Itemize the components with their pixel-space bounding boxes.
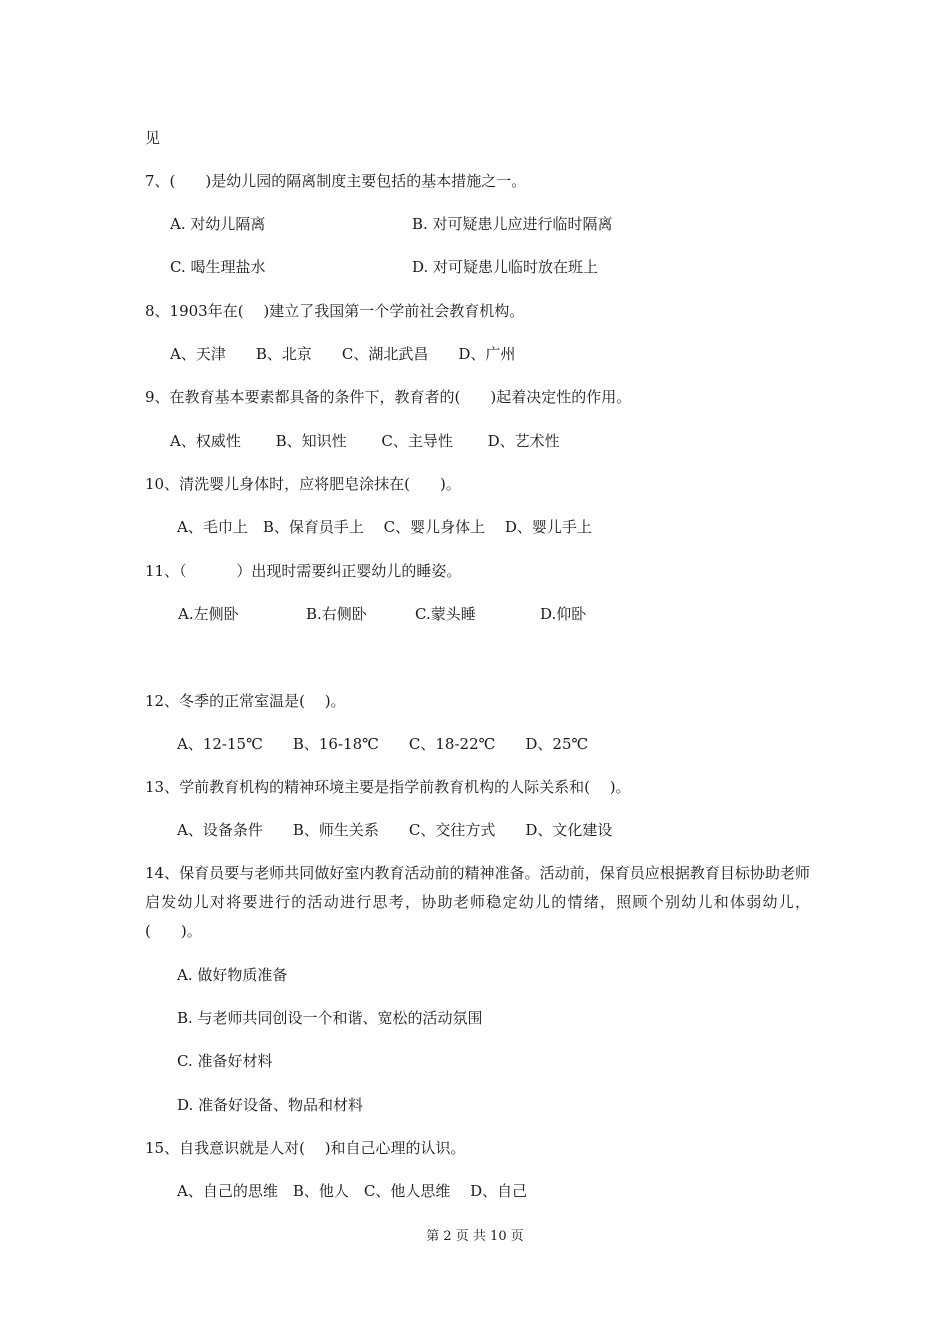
question-11-option-d: D.仰卧 [540, 605, 587, 623]
page-footer: 第 2 页 共 10 页 [426, 1229, 524, 1244]
question-11-option-b: B.右侧卧 [306, 605, 367, 623]
question-13-options: A、设备条件 B、师生关系 C、交往方式 D、文化建设 [177, 821, 613, 839]
question-11-option-a: A.左侧卧 [178, 605, 239, 623]
question-13-stem: 13、学前教育机构的精神环境主要是指学前教育机构的人际关系和( )。 [145, 778, 631, 796]
question-15-options: A、自己的思维 B、他人 C、他人思维 D、自己 [177, 1182, 528, 1200]
question-7-option-c: C. 喝生理盐水 [170, 258, 266, 276]
question-14-option-c: C. 准备好材料 [177, 1052, 273, 1070]
question-7-option-d: D. 对可疑患儿临时放在班上 [412, 258, 599, 276]
question-11-stem: 11、（ ）出现时需要纠正婴幼儿的睡姿。 [145, 562, 462, 580]
question-11-option-c: C.蒙头睡 [415, 605, 476, 623]
question-9-options: A、权威性 B、知识性 C、主导性 D、艺术性 [170, 432, 560, 450]
question-7-option-b: B. 对可疑患儿应进行临时隔离 [412, 215, 613, 233]
question-10-stem: 10、清洗婴儿身体时，应将肥皂涂抹在( )。 [145, 475, 461, 493]
question-10-options: A、毛巾上 B、保育员手上 C、婴儿身体上 D、婴儿手上 [177, 518, 592, 536]
question-14-option-b: B. 与老师共同创设一个和谐、宽松的活动氛围 [177, 1009, 483, 1027]
question-14-option-d: D. 准备好设备、物品和材料 [177, 1096, 364, 1114]
question-8-options: A、天津 B、北京 C、湖北武昌 D、广州 [170, 345, 516, 363]
question-15-stem: 15、自我意识就是人对( )和自己心理的认识。 [145, 1139, 466, 1157]
question-12-stem: 12、冬季的正常室温是( )。 [145, 692, 346, 710]
continuation-text: 见 [145, 129, 161, 147]
question-14-stem: 14、保育员要与老师共同做好室内教育活动前的精神准备。活动前，保育员应根据教育目标协助老师启发幼儿对将要进行的活动进行思考，协助老师稳定幼儿的情绪，照顾个别幼儿和体弱幼儿，( )。 [145, 864, 810, 940]
question-14-option-a: A. 做好物质准备 [177, 966, 288, 984]
question-7-option-a: A. 对幼儿隔离 [170, 215, 266, 233]
question-9-stem: 9、在教育基本要素都具备的条件下，教育者的( )起着决定性的作用。 [145, 388, 632, 406]
question-8-stem: 8、1903年在( )建立了我国第一个学前社会教育机构。 [145, 302, 525, 320]
question-7-stem: 7、( )是幼儿园的隔离制度主要包括的基本措施之一。 [145, 172, 527, 190]
question-12-options: A、12-15℃ B、16-18℃ C、18-22℃ D、25℃ [177, 735, 589, 753]
